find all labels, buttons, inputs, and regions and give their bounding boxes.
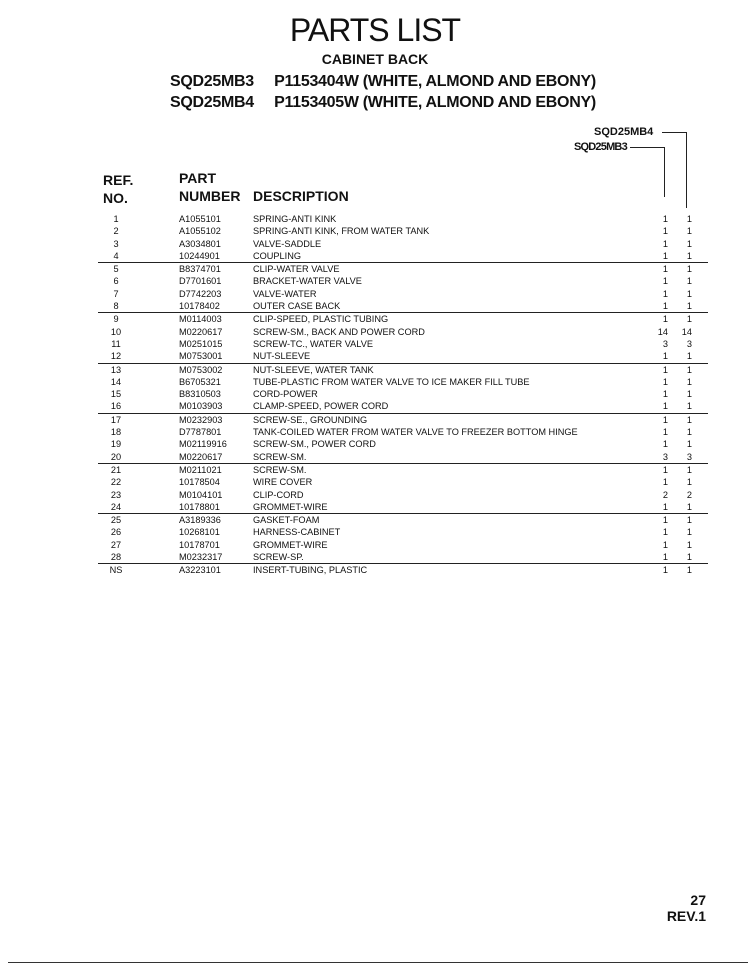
header-ref-2: NO. [103, 190, 128, 206]
qty-sqd25mb3: 1 [662, 214, 668, 224]
part-number: B8310503 [179, 389, 221, 400]
qty-sqd25mb4: 1 [686, 264, 692, 275]
table-row [0, 539, 750, 551]
qty-sqd25mb3: 1 [662, 464, 668, 475]
table-row [0, 426, 750, 438]
description: GROMMET-WIRE [253, 539, 328, 550]
qty-sqd25mb3: 1 [662, 351, 668, 362]
part-number: D7742203 [179, 288, 222, 299]
table-row [0, 338, 750, 350]
part-number: A3189336 [179, 515, 221, 526]
description: CLIP-WATER VALVE [253, 264, 340, 275]
description: TUBE-PLASTIC FROM WATER VALVE TO ICE MAKER FILL TUBE [253, 376, 530, 387]
qty-sqd25mb4: 1 [686, 226, 692, 237]
qty-sqd25mb4: 3 [686, 338, 692, 349]
table-row [0, 263, 750, 275]
ref-number: 18 [110, 427, 122, 438]
header-part-1: PART [179, 170, 217, 186]
table-row [0, 438, 750, 450]
qty-sqd25mb3: 1 [662, 552, 668, 563]
ref-number: 19 [110, 439, 122, 450]
description: CLIP-SPEED, PLASTIC TUBING [253, 314, 389, 325]
ref-number: 2 [113, 226, 119, 237]
qty-sqd25mb3: 1 [662, 501, 668, 512]
ref-number: 9 [113, 314, 119, 325]
description: TANK-COILED WATER FROM WATER VALVE TO FREEZER BOTTOM HINGE [253, 427, 578, 438]
model-code: SQD25MB3 [170, 73, 254, 90]
description: SCREW-SM. [253, 451, 307, 462]
inner-bracket-top [630, 147, 664, 148]
qty-sqd25mb4: 1 [686, 401, 692, 412]
part-number: M0103903 [179, 401, 223, 412]
qty-sqd25mb4: 1 [686, 414, 692, 425]
part-number: B6705321 [179, 376, 221, 387]
table-row [0, 414, 750, 426]
table-row [0, 476, 750, 488]
part-number: M0220617 [179, 326, 223, 337]
part-number: M0251015 [179, 338, 223, 349]
part-number: 10178504 [179, 477, 220, 488]
table-row [0, 238, 750, 250]
ref-number: 21 [110, 464, 122, 475]
ref-number: 26 [110, 527, 122, 538]
table-row [0, 514, 750, 526]
ref-number: 27 [110, 539, 122, 550]
qty-sqd25mb4: 1 [686, 238, 692, 249]
qty-sqd25mb4: 1 [686, 464, 692, 475]
page-subtitle: CABINET BACK [321, 51, 429, 67]
qty-sqd25mb4: 2 [686, 489, 692, 500]
qty-sqd25mb4: 1 [686, 351, 692, 362]
part-number: 10268101 [179, 527, 220, 538]
qty-sqd25mb3: 1 [662, 439, 668, 450]
qty-sqd25mb3: 1 [662, 314, 668, 325]
table-row [0, 326, 750, 338]
description: WIRE COVER [253, 477, 313, 488]
qty-sqd25mb3: 1 [662, 226, 668, 237]
ref-number: 23 [110, 489, 122, 500]
qty-sqd25mb3: 1 [662, 238, 668, 249]
qty-sqd25mb3: 1 [662, 527, 668, 538]
description: CLAMP-SPEED, POWER CORD [253, 401, 389, 412]
model-line-1 [170, 73, 596, 91]
table-row [98, 300, 708, 313]
qty-sqd25mb3: 1 [662, 276, 668, 287]
table-row [98, 350, 708, 363]
description: GROMMET-WIRE [253, 501, 328, 512]
qty-sqd25mb4: 1 [686, 376, 692, 387]
qty-sqd25mb3: 1 [662, 539, 668, 550]
table-row [0, 489, 750, 501]
qty-sqd25mb3: 1 [662, 250, 668, 261]
part-number: D7787801 [179, 427, 222, 438]
table-row [0, 288, 750, 300]
qty-sqd25mb3: 1 [662, 414, 668, 425]
part-number: M02119916 [179, 439, 227, 450]
qty-sqd25mb3: 1 [662, 565, 668, 576]
ref-number: 8 [113, 301, 119, 312]
description: HARNESS-CABINET [253, 527, 341, 538]
table-row [0, 313, 750, 325]
ref-number: 11 [111, 338, 121, 349]
table-row [0, 526, 750, 538]
description: SCREW-SE., GROUNDING [253, 414, 368, 425]
page-number: 27 [690, 892, 706, 908]
description: SCREW-SM., BACK AND POWER CORD [253, 326, 425, 337]
table-row [0, 275, 750, 287]
description: COUPLING [253, 250, 301, 261]
ref-number: 24 [110, 501, 122, 512]
ref-number: 14 [110, 376, 122, 387]
revision: REV.1 [666, 908, 706, 924]
page-title: PARTS LIST [289, 12, 461, 48]
qty-sqd25mb3: 2 [662, 489, 668, 500]
qty-sqd25mb4: 1 [686, 276, 692, 287]
qty-sqd25mb4: 1 [686, 565, 692, 576]
qty-sqd25mb4: 1 [686, 527, 692, 538]
model-line-2 [170, 94, 596, 112]
qty-sqd25mb3: 1 [662, 515, 668, 526]
part-number: M0104101 [179, 489, 223, 500]
ref-number: 3 [113, 238, 119, 249]
part-number: B8374701 [179, 264, 221, 275]
part-number: A3223101 [179, 565, 221, 576]
ref-number: 20 [110, 451, 122, 462]
table-row [98, 551, 708, 564]
description: OUTER CASE BACK [253, 301, 341, 312]
table-row [98, 250, 708, 263]
qty-sqd25mb4: 1 [686, 439, 692, 450]
qty-sqd25mb3: 14 [657, 326, 668, 337]
description: SPRING-ANTI KINK, FROM WATER TANK [253, 226, 430, 237]
description: BRACKET-WATER VALVE [253, 276, 362, 287]
description: CORD-POWER [253, 389, 318, 400]
table-row [0, 376, 750, 388]
qty-sqd25mb3: 1 [662, 477, 668, 488]
part-number: M0232317 [179, 552, 223, 563]
table-row [0, 388, 750, 400]
table-row [0, 225, 750, 237]
qty-sqd25mb4: 1 [686, 427, 692, 438]
description: VALVE-WATER [253, 288, 317, 299]
qty-sqd25mb4: 1 [686, 314, 692, 325]
model-part-number: P1153404W (WHITE, ALMOND AND EBONY) [274, 73, 596, 90]
ref-number: 22 [110, 477, 122, 488]
part-number: M0114003 [179, 314, 222, 325]
part-number: 10178701 [179, 539, 220, 550]
qty-sqd25mb4: 14 [681, 326, 692, 337]
qty-sqd25mb3: 1 [662, 364, 668, 375]
part-number: M0211021 [179, 464, 222, 475]
description: SCREW-SM. [253, 464, 307, 475]
outer-bracket-rail [686, 132, 687, 208]
table-row [0, 564, 750, 576]
table-row [0, 364, 750, 376]
header-ref-1: REF. [103, 172, 134, 188]
ref-number: 10 [110, 326, 122, 337]
description: NUT-SLEEVE [253, 351, 311, 362]
part-number: 10178801 [179, 501, 220, 512]
parts-table [0, 213, 750, 577]
description: SCREW-SM., POWER CORD [253, 439, 376, 450]
part-number: D7701601 [179, 276, 222, 287]
qty-sqd25mb4: 1 [686, 364, 692, 375]
ref-number: 5 [113, 264, 119, 275]
description: SCREW-SP. [253, 552, 304, 563]
table-row [0, 213, 750, 225]
part-number: A1055101 [179, 214, 221, 224]
qty-sqd25mb3: 3 [662, 451, 668, 462]
outer-bracket-top [662, 132, 686, 133]
qty-sqd25mb3: 1 [662, 288, 668, 299]
inner-bracket-rail [664, 147, 665, 197]
qty-sqd25mb3: 1 [662, 301, 668, 312]
ref-number: 28 [110, 552, 122, 563]
qty-sqd25mb3: 1 [662, 264, 668, 275]
part-number: A3034801 [179, 238, 221, 249]
qty-sqd25mb4: 3 [686, 451, 692, 462]
ref-number: 17 [110, 414, 122, 425]
model-part-number: P1153405W (WHITE, ALMOND AND EBONY) [274, 94, 596, 111]
ref-number: 25 [110, 515, 122, 526]
column-label-inner: SQD25MB3 [574, 141, 627, 153]
part-number: M0753001 [179, 351, 223, 362]
qty-sqd25mb3: 1 [662, 401, 668, 412]
description: SPRING-ANTI KINK [253, 214, 337, 224]
model-code: SQD25MB4 [170, 94, 254, 111]
table-row [98, 451, 708, 464]
part-number: M0232903 [179, 414, 223, 425]
description: GASKET-FOAM [253, 515, 320, 526]
qty-sqd25mb4: 1 [686, 301, 692, 312]
ref-number: 6 [113, 276, 119, 287]
qty-sqd25mb4: 1 [686, 389, 692, 400]
ref-number: 12 [110, 351, 122, 362]
description: SCREW-TC., WATER VALVE [253, 338, 373, 349]
ref-number: 7 [113, 288, 119, 299]
qty-sqd25mb4: 1 [686, 539, 692, 550]
bottom-rule [8, 962, 748, 963]
description: NUT-SLEEVE, WATER TANK [253, 364, 374, 375]
description: INSERT-TUBING, PLASTIC [253, 565, 368, 576]
part-number: 10244901 [179, 250, 220, 261]
part-number: M0220617 [179, 451, 223, 462]
part-number: A1055102 [179, 226, 221, 237]
ref-number: 15 [110, 389, 122, 400]
header-description: DESCRIPTION [253, 188, 349, 204]
ref-number: 4 [113, 250, 119, 261]
description: CLIP-CORD [253, 489, 304, 500]
column-label-outer: SQD25MB4 [594, 126, 654, 138]
ref-number: 13 [110, 364, 122, 375]
ref-number: 16 [110, 401, 122, 412]
qty-sqd25mb3: 1 [662, 376, 668, 387]
part-number: 10178402 [179, 301, 220, 312]
qty-sqd25mb4: 1 [686, 214, 692, 224]
qty-sqd25mb4: 1 [686, 477, 692, 488]
qty-sqd25mb4: 1 [686, 515, 692, 526]
description: VALVE-SADDLE [253, 238, 322, 249]
qty-sqd25mb4: 1 [686, 250, 692, 261]
header-part-2: NUMBER [179, 188, 241, 204]
table-row [0, 464, 750, 476]
ref-number: 1 [113, 214, 119, 224]
part-number: M0753002 [179, 364, 223, 375]
ref-number: NS [109, 565, 123, 576]
table-row [98, 400, 708, 413]
qty-sqd25mb4: 1 [686, 552, 692, 563]
table-row [98, 501, 708, 514]
qty-sqd25mb4: 1 [686, 501, 692, 512]
qty-sqd25mb3: 1 [662, 389, 668, 400]
qty-sqd25mb3: 1 [662, 427, 668, 438]
qty-sqd25mb3: 3 [662, 338, 668, 349]
qty-sqd25mb4: 1 [686, 288, 692, 299]
